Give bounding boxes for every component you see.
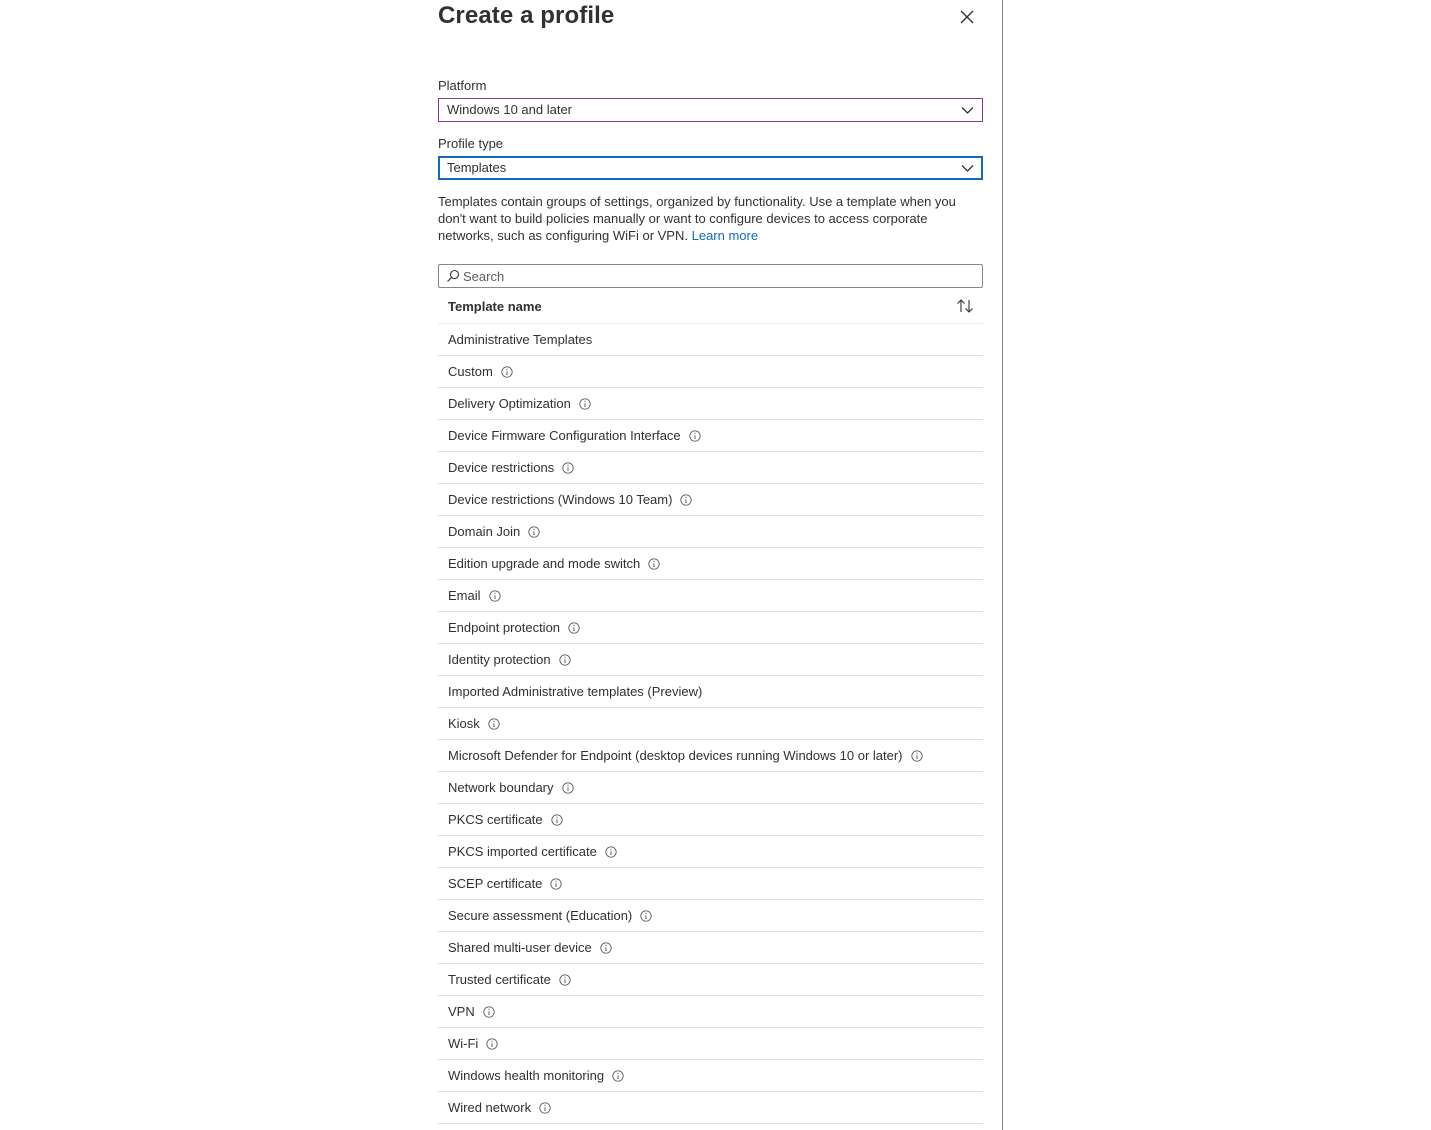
template-name: Kiosk [448, 716, 480, 731]
info-icon[interactable] [640, 910, 652, 922]
template-name-cell [448, 396, 591, 411]
template-name-cell [448, 364, 513, 379]
info-icon[interactable] [689, 430, 701, 442]
info-icon[interactable] [562, 462, 574, 474]
template-name-cell [448, 812, 563, 827]
table-row[interactable] [438, 1028, 983, 1060]
template-name-cell [448, 716, 500, 731]
panel-divider [1002, 0, 1003, 1130]
search-input[interactable] [463, 266, 973, 286]
info-icon[interactable] [680, 494, 692, 506]
info-icon[interactable] [488, 718, 500, 730]
template-name: PKCS certificate [448, 812, 543, 827]
table-row[interactable] [438, 708, 983, 740]
panel-title: Create a profile [438, 2, 615, 29]
template-name-cell [448, 428, 701, 443]
template-name: Email [448, 588, 481, 603]
template-name-cell [448, 620, 580, 635]
table-row[interactable] [438, 964, 983, 996]
table-row[interactable] [438, 452, 983, 484]
info-icon[interactable] [483, 1006, 495, 1018]
chevron-down-icon [961, 104, 974, 116]
platform-label: Platform [438, 78, 487, 93]
info-icon[interactable] [550, 878, 562, 890]
template-name: Delivery Optimization [448, 396, 571, 411]
template-name-cell [448, 908, 652, 923]
info-icon[interactable] [605, 846, 617, 858]
template-name: Network boundary [448, 780, 554, 795]
info-icon[interactable] [579, 398, 591, 410]
table-row[interactable] [438, 1092, 983, 1124]
template-name: PKCS imported certificate [448, 844, 597, 859]
profile-type-value: Templates [447, 160, 507, 175]
template-name-cell [448, 780, 574, 795]
template-name: Wired network [448, 1100, 532, 1115]
table-header [438, 290, 983, 324]
table-row[interactable] [438, 644, 983, 676]
template-list [438, 324, 983, 1124]
template-name: Endpoint protection [448, 620, 561, 635]
template-name: Edition upgrade and mode switch [448, 556, 641, 571]
template-name-cell [448, 588, 501, 603]
template-name: Imported Administrative templates (Preview) [448, 684, 703, 699]
template-name-cell [448, 1100, 551, 1115]
template-name-cell [448, 876, 562, 891]
table-row[interactable] [438, 324, 983, 356]
profile-type-dropdown[interactable] [438, 156, 983, 180]
template-name: Device restrictions (Windows 10 Team) [448, 492, 673, 507]
template-name: Windows health monitoring [448, 1068, 605, 1083]
template-name: Identity protection [448, 652, 551, 667]
platform-value: Windows 10 and later [447, 102, 573, 117]
learn-more-link[interactable]: Learn more [691, 228, 759, 243]
profile-type-label: Profile type [438, 136, 504, 151]
template-name: Device Firmware Configuration Interface [448, 428, 681, 443]
template-name-cell [448, 460, 574, 475]
table-row[interactable] [438, 548, 983, 580]
table-row[interactable] [438, 1060, 983, 1092]
info-icon[interactable] [539, 1102, 551, 1114]
table-row[interactable] [438, 900, 983, 932]
template-name-cell [448, 684, 702, 699]
template-name: Microsoft Defender for Endpoint (desktop devices running Windows 10 or later) [448, 748, 903, 763]
template-name: SCEP certificate [448, 876, 543, 891]
info-icon[interactable] [551, 814, 563, 826]
info-icon[interactable] [489, 590, 501, 602]
template-name-cell [448, 332, 592, 347]
sort-icon[interactable] [956, 298, 974, 314]
template-name-cell [448, 972, 571, 987]
table-row[interactable] [438, 356, 983, 388]
info-icon[interactable] [559, 974, 571, 986]
info-icon[interactable] [559, 654, 571, 666]
template-name: VPN [448, 1004, 475, 1019]
column-header-template-name: Template name [448, 299, 542, 314]
template-name-cell [448, 492, 692, 507]
template-name-cell [448, 1004, 495, 1019]
template-name-cell [448, 524, 540, 539]
info-icon[interactable] [600, 942, 612, 954]
template-name: Custom [448, 364, 493, 379]
table-row[interactable] [438, 612, 983, 644]
chevron-down-icon [961, 162, 974, 174]
search-icon [446, 269, 460, 283]
description-text: Templates contain groups of settings, organized by functionality. Use a template when you don't want to build policies manually or want to configure devices to access corporate networks, such as configuring WiFi or VPN. [438, 194, 956, 243]
table-row[interactable] [438, 740, 983, 772]
table-row[interactable] [438, 484, 983, 516]
search-box [438, 264, 983, 288]
info-icon[interactable] [911, 750, 923, 762]
template-table [438, 290, 983, 1124]
table-row[interactable] [438, 580, 983, 612]
table-row[interactable] [438, 804, 983, 836]
template-name: Secure assessment (Education) [448, 908, 633, 923]
profile-type-description [438, 193, 983, 244]
info-icon[interactable] [486, 1038, 498, 1050]
template-name: Trusted certificate [448, 972, 551, 987]
template-name: Domain Join [448, 524, 521, 539]
template-name: Device restrictions [448, 460, 555, 475]
template-name-cell [448, 1068, 624, 1083]
close-button[interactable] [958, 8, 976, 26]
table-row[interactable] [438, 388, 983, 420]
template-name-cell [448, 748, 923, 763]
info-icon[interactable] [612, 1070, 624, 1082]
table-row[interactable] [438, 420, 983, 452]
template-name-cell [448, 1036, 498, 1051]
template-name-cell [448, 556, 660, 571]
platform-dropdown[interactable] [438, 98, 983, 122]
info-icon[interactable] [528, 526, 540, 538]
table-row[interactable] [438, 932, 983, 964]
template-name: Administrative Templates [448, 332, 593, 347]
table-row[interactable] [438, 516, 983, 548]
close-icon [958, 8, 976, 26]
info-icon[interactable] [568, 622, 580, 634]
table-row[interactable] [438, 772, 983, 804]
template-name-cell [448, 652, 571, 667]
info-icon[interactable] [501, 366, 513, 378]
table-row[interactable] [438, 996, 983, 1028]
table-row[interactable] [438, 836, 983, 868]
template-name: Shared multi-user device [448, 940, 592, 955]
table-row[interactable] [438, 676, 983, 708]
info-icon[interactable] [648, 558, 660, 570]
template-name-cell [448, 940, 612, 955]
template-name-cell [448, 844, 617, 859]
info-icon[interactable] [562, 782, 574, 794]
table-row[interactable] [438, 868, 983, 900]
template-name: Wi-Fi [448, 1036, 479, 1051]
